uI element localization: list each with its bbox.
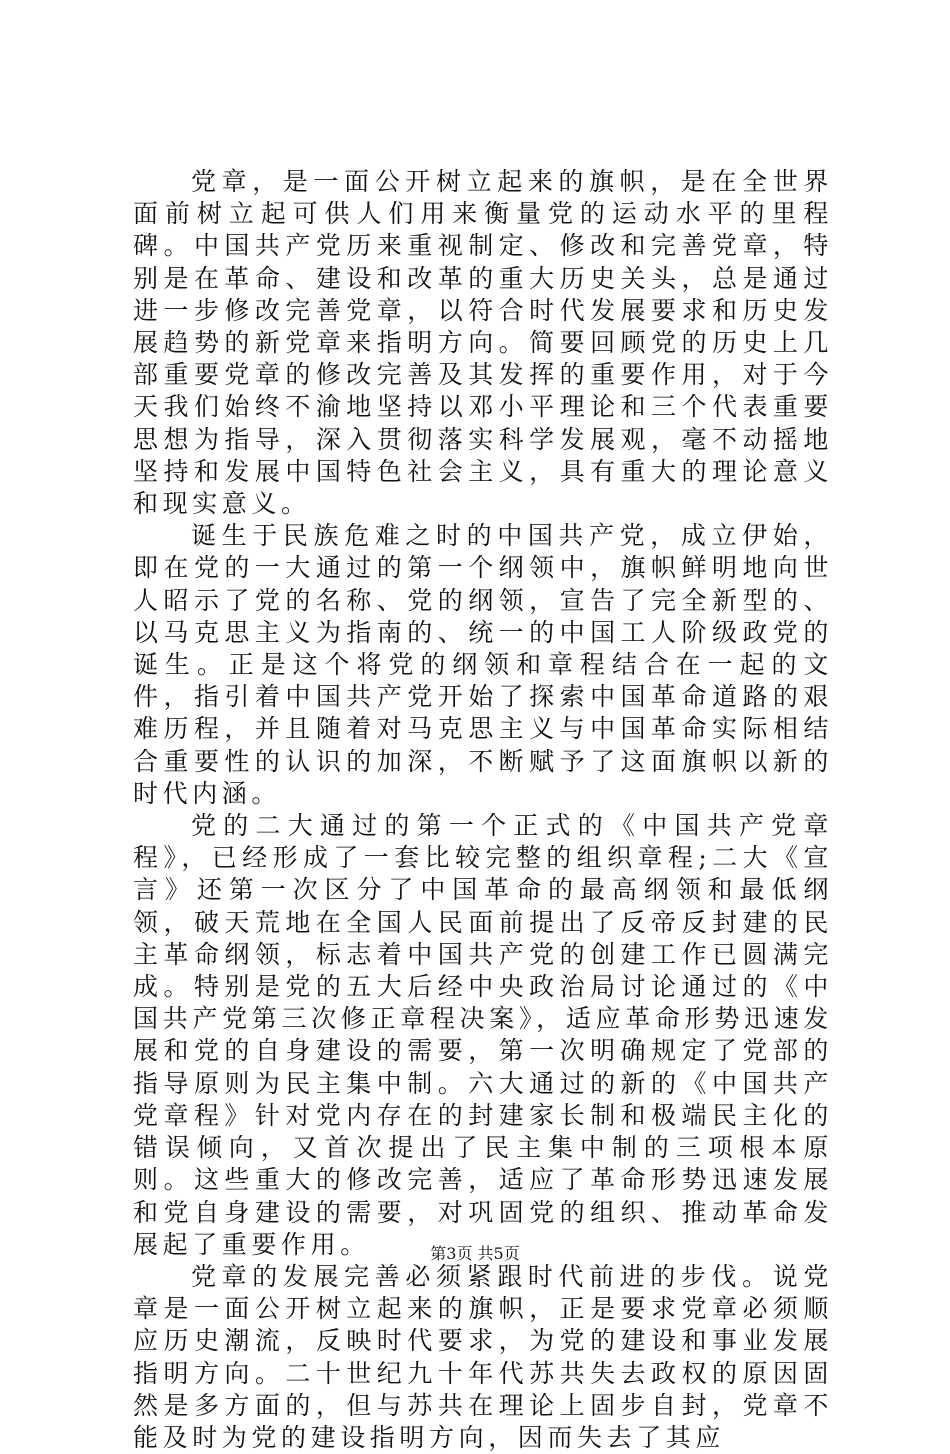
page-footer: [0, 1244, 950, 1264]
paragraph-3: 党的二大通过的第一个正式的《中国共产党章程》，已经形成了一套比较完整的组织章程;二大《宣言》还第一次区分了中国革命的最高纲领和最低纲领，破天荒地在全国人民面前提出了反帝反封建的民主革命纲领，标志着中国共产党的创建工作已圆满完成。特别是党的五大后经中央政治局讨论通过的《中国共产党第三次修正章程决案》，适应革命形势迅速发展和党的自身建设的需要，第一次明确规定了党部的指导原则为民主集中制。六大通过的新的《中国共产党章程》针对党内存在的封建家长制和极端民主化的错误倾向，又首次提出了民主集中制的三项根本原则。这些重大的修改完善，适应了革命形势迅速发展和党自身建设的需要，对巩固党的组织、推动革命发展起了重要作用。: [133, 811, 833, 1259]
page-number-label: 第3页 共5页: [430, 1244, 520, 1263]
paragraph-4: 党章的发展完善必须紧跟时代前进的步伐。说党章是一面公开树立起来的旗帜，正是要求党章必须顺应历史潮流，反映时代要求，为党的建设和事业发展指明方向。二十世纪九十年代苏共失去政权的原因固然是多方面的，但与苏共在理论上固步自封，党章不能及时为党的建设指明方向，因而失去了其应: [133, 1261, 833, 1452]
paragraph-2: 诞生于民族危难之时的中国共产党，成立伊始，即在党的一大通过的第一个纲领中，旗帜鲜明地向世人昭示了党的名称、党的纲领，宣告了完全新型的、以马克思主义为指南的、统一的中国工人阶级政党的诞生。正是这个将党的纲领和章程结合在一起的文件，指引着中国共产党开始了探索中国革命道路的艰难历程，并且随着对马克思主义与中国革命实际相结合重要性的认识的加深，不断赋予了这面旗帜以新的时代内涵。: [133, 521, 833, 808]
paragraph-1: 党章，是一面公开树立起来的旗帜，是在全世界面前树立起可供人们用来衡量党的运动水平的里程碑。中国共产党历来重视制定、修改和完善党章，特别是在革命、建设和改革的重大历史关头，总是通过进一步修改完善党章，以符合时代发展要求和历史发展趋势的新党章来指明方向。简要回顾党的历史上几部重要党章的修改完善及其发挥的重要作用，对于今天我们始终不渝地坚持以邓小平理论和三个代表重要思想为指导，深入贯彻落实科学发展观，毫不动摇地坚持和发展中国特色社会主义，具有重大的理论意义和现实意义。: [133, 167, 833, 519]
